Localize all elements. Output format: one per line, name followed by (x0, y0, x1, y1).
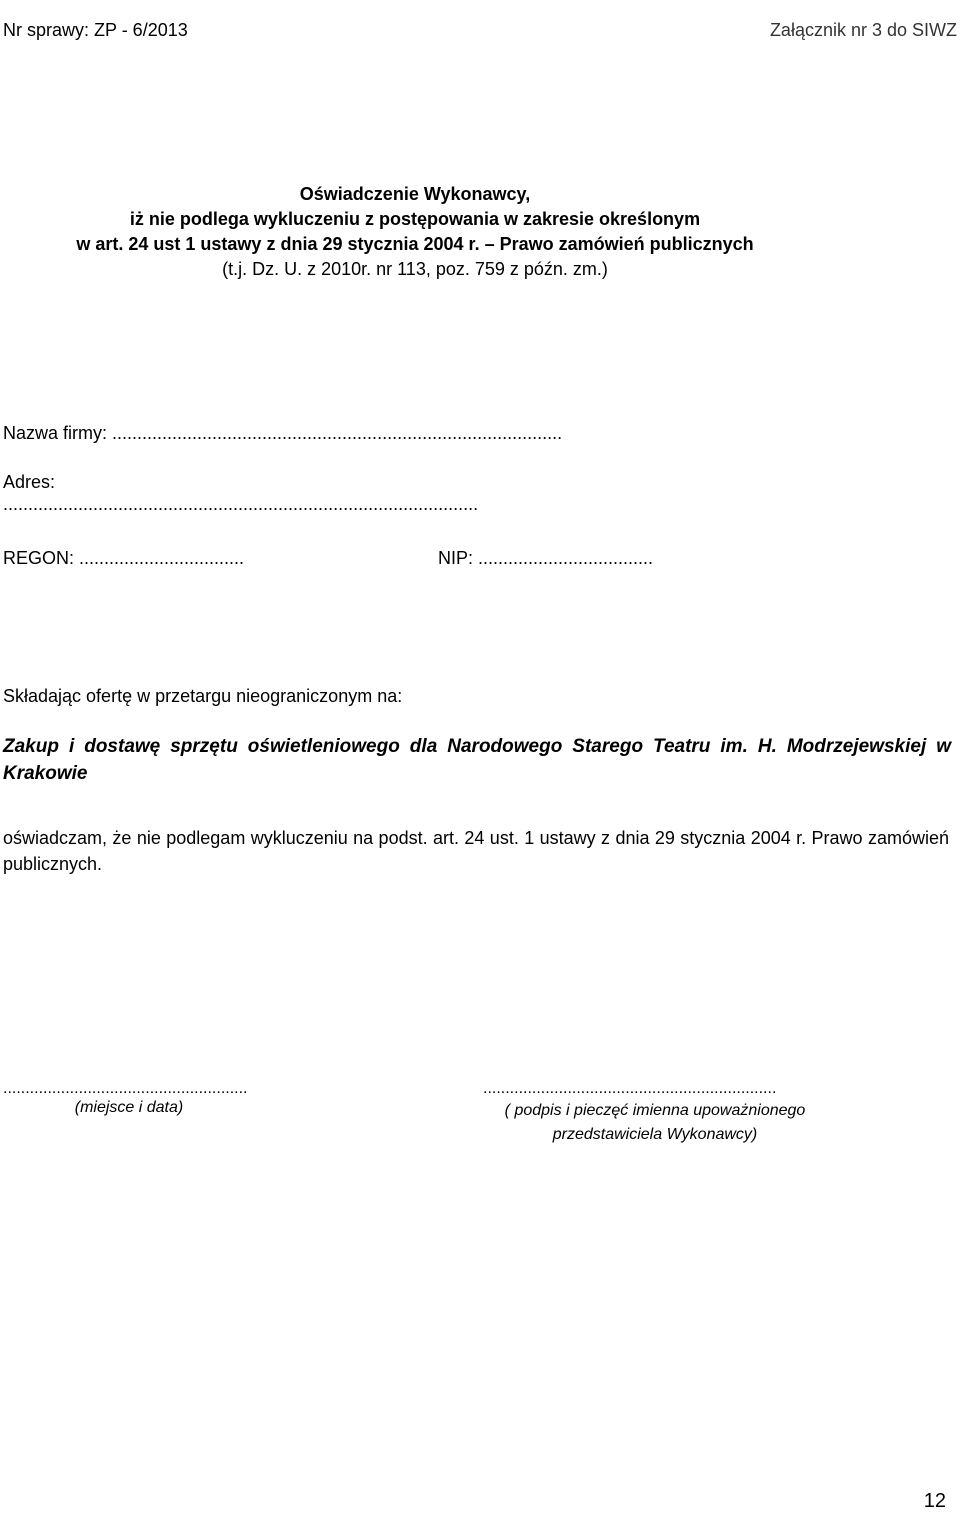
title-line-3: w art. 24 ust 1 ustawy z dnia 29 stycznia 2004 r. – Prawo zamówień publicznych (76, 234, 754, 254)
page-number: 12 (923, 1490, 946, 1512)
signature-caption: ( podpis i pieczęć imienna upoważnionego przedstawiciela Wykonawcy) (504, 1102, 806, 1143)
offer-intro: Składając ofertę w przetargu nieograniczonym na: (3, 686, 403, 706)
case-number: Nr sprawy: ZP - 6/2013 (3, 20, 188, 40)
nip-field: NIP: ................................... (438, 548, 654, 568)
address-label: Adres: (3, 472, 56, 492)
place-date-line: ....................................................... (3, 1080, 248, 1097)
signature-line: .................................................................. (483, 1080, 777, 1097)
title-line-2: iż nie podlega wykluczeniu z postępowania w zakresie określonym (129, 209, 701, 229)
tender-title: Zakup i dostawę sprzętu oświetleniowego dla Narodowego Starego Teatru im. H. Modrzejewskiej w Krakowie (3, 736, 951, 784)
company-name-field: Nazwa firmy: .......................................................................................... (3, 423, 563, 443)
address-field: ............................................................................................... (3, 494, 479, 514)
document-title (0, 182, 830, 282)
regon-field: REGON: ................................. (3, 548, 245, 568)
title-line-4: (t.j. Dz. U. z 2010r. nr 113, poz. 759 z późn. zm.) (222, 259, 608, 279)
declaration-text: oświadczam, że nie podlegam wykluczeniu na podst. art. 24 ust. 1 ustawy z dnia 29 stycznia 2004 r. Prawo zamówień publicznych. (3, 828, 949, 874)
title-line-1: Oświadczenie Wykonawcy, (299, 184, 531, 204)
place-date-caption: (miejsce i data) (74, 1099, 184, 1116)
attachment-label: Załącznik nr 3 do SIWZ (769, 20, 957, 40)
